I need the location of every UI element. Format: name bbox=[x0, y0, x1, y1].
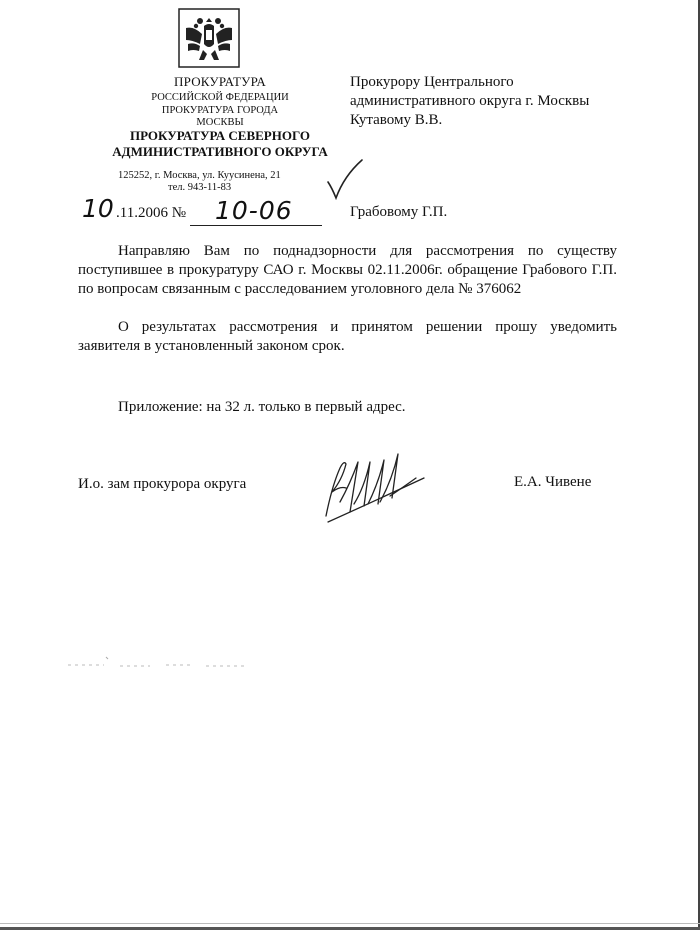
handwritten-signature bbox=[318, 446, 430, 526]
header-phone: тел. 943-11-83 bbox=[168, 182, 232, 193]
coat-of-arms-emblem bbox=[178, 8, 240, 68]
body-paragraph-1: Направляю Вам по поднадзорности для рассмотрения по существу поступившее в прокуратуру САО г. Москвы 02.11.2006г. обращение Грабового Г.П. по вопросам связанным с расследованием уголовного дела № 376062 bbox=[78, 243, 617, 298]
second-recipient: Грабовому Г.П. bbox=[350, 204, 448, 220]
checkmark-icon bbox=[324, 158, 364, 200]
header-line-4: МОСКВЫ bbox=[196, 117, 244, 128]
header-line-1: ПРОКУРАТУРА bbox=[174, 74, 266, 89]
header-line-6: АДМИНИСТРАТИВНОГО ОКРУГА bbox=[112, 144, 328, 159]
signatory-name: Е.А. Чивене bbox=[514, 474, 592, 490]
attachment-line: Приложение: на 32 л. только в первый адрес. bbox=[118, 399, 406, 415]
recipient-line-2: административного округа г. Москвы bbox=[350, 93, 590, 109]
handwritten-day: 10 bbox=[82, 194, 114, 223]
header-line-5: ПРОКУРАТУРА СЕВЕРНОГО bbox=[129, 128, 311, 143]
header-address: 125252, г. Москва, ул. Куусинена, 21 bbox=[118, 170, 281, 181]
scan-artifact bbox=[66, 655, 266, 669]
recipient-line-3: Кутавому В.В. bbox=[350, 112, 443, 128]
recipient-line-1: Прокурору Центрального bbox=[350, 74, 514, 90]
body-paragraph-2: О результатах рассмотрения и принятом решении прошу уведомить заявителя в установленный законом срок. bbox=[78, 319, 617, 355]
scan-edge-bottom-faint bbox=[0, 923, 700, 924]
number-underline bbox=[190, 225, 322, 226]
date-printed: .11.2006 № bbox=[116, 205, 187, 221]
handwritten-number: 10-06 bbox=[215, 196, 293, 225]
header-line-2: РОССИЙСКОЙ ФЕДЕРАЦИИ bbox=[151, 92, 289, 103]
header-line-3: ПРОКУРАТУРА ГОРОДА bbox=[161, 105, 279, 116]
signatory-position: И.о. зам прокурора округа bbox=[78, 476, 247, 492]
